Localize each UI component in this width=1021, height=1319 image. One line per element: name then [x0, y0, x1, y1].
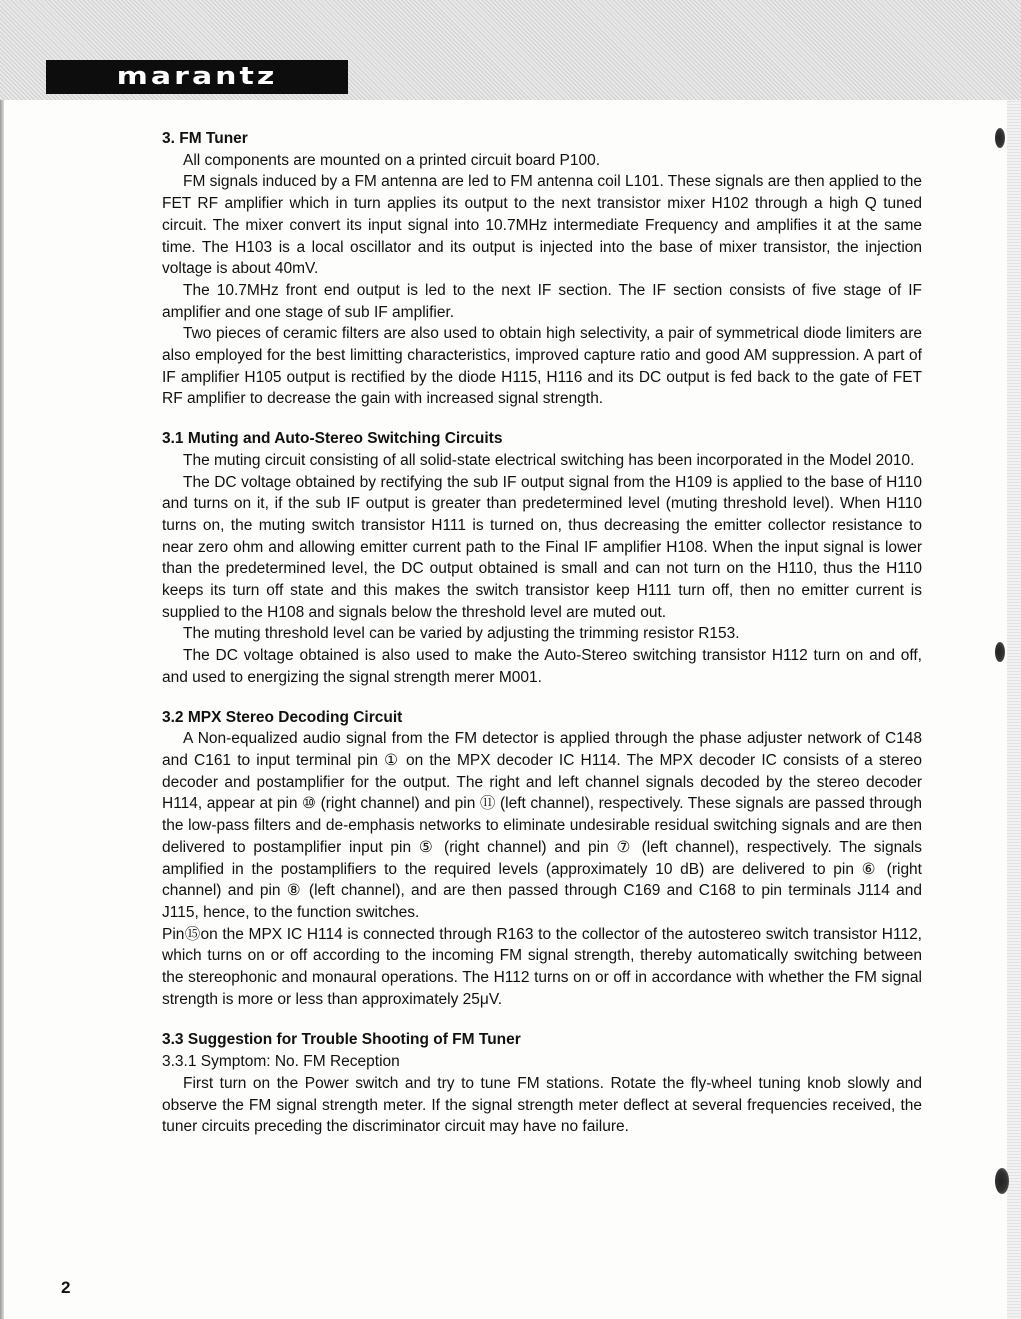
- paragraph: Pin⑮on the MPX IC H114 is connected through R163 to the collector of the autostereo switch transistor H112, which turns on or off according to the incoming FM signal strength, thereby automatically switching between the stereophonic and monaural operations. The H112 turns on or off in accordance with whether the FM signal strength is more or less than approximately 25μV.: [162, 925, 922, 1008]
- paragraph: The DC voltage obtained by rectifying the sub IF output signal from the H109 is applied to the base of H110 and turns on it, if the sub IF output is greater than predetermined level (muting threshold level). When H110 turns on, the muting switch transistor H111 is turned on, thus decreasing the emitter collector resistance to near zero ohm and allowing emitter current path to the Final IF amplifier H108. When the input signal is lower than the predetermined level, the DC output obtained is small and can not turn on the H110, thus the H110 keeps its turn off state and this makes the switch transistor keep H111 turn off, then no emitter current is supplied to the H108 and signals below the threshold level are muted out.: [162, 473, 922, 621]
- paragraph: FM signals induced by a FM antenna are led to FM antenna coil L101. These signals are then applied to the FET RF amplifier which in turn applies its output to the next transistor mixer H102 through a high Q tuned circuit. The mixer convert its input signal into 10.7MHz intermediate Frequency and amplifies it at the same time. The H103 is a local oscillator and its output is injected into the base of mixer transistor, the injection voltage is about 40mV.: [162, 173, 922, 278]
- paragraph: The 10.7MHz front end output is led to the next IF section. The IF section consists of five stage of IF amplifier and one stage of sub IF amplifier.: [162, 281, 922, 321]
- paragraph: Two pieces of ceramic filters are also used to obtain high selectivity, a pair of symmetrical diode limiters are also employed for the best limitting characteristics, improved capture ratio and good AM suppression. A part of IF amplifier H105 output is rectified by the diode H115, H116 and its DC output is fed back to the gate of FET RF amplifier to decrease the gain with increased signal strength.: [162, 325, 922, 408]
- paragraph: First turn on the Power switch and try to tune FM stations. Rotate the fly-wheel tuning knob slowly and observe the FM signal strength meter. If the signal strength meter deflect at several frequencies received, the tuner circuits preceding the discriminator circuit may have no failure.: [162, 1074, 922, 1136]
- section-mpx-stereo-decoding: [162, 707, 922, 1011]
- binder-hole-bottom: [995, 1168, 1009, 1194]
- section-fm-tuner: [162, 128, 922, 410]
- scan-right-edge: [1007, 100, 1021, 1319]
- section-title: 3. FM Tuner: [162, 130, 248, 147]
- brand-logo: [46, 60, 348, 94]
- scan-left-edge: [0, 100, 4, 1319]
- section-muting-auto-stereo: [162, 428, 922, 688]
- paragraph: The DC voltage obtained is also used to make the Auto-Stereo switching transistor H112 turn on and off, and used to energizing the signal strength merer M001.: [162, 647, 922, 686]
- paragraph: A Non-equalized audio signal from the FM detector is applied through the phase adjuster network of C148 and C161 to input terminal pin ① on the MPX decoder IC H114. The MPX decoder IC consists of a stereo decoder and postamplifier for the output. The right and left channel signals decoded by the stereo decoder H114, appear at pin ⑩ (right channel) and pin ⑪ (left channel), respectively. These signals are passed through the low-pass filters and de-emphasis networks to eliminate undesirable residual switching signals and are then delivered to postamplifier input pin ⑤ (right channel) and pin ⑦ (left channel), respectively. The signals amplified in the postamplifiers to the required levels (approximately 10 dB) are delivered to pin ⑥ (right channel) and pin ⑧ (left channel), and are then passed through C169 and C168 to pin terminals J114 and J115, hence, to the function switches.: [162, 730, 922, 921]
- binder-hole-top: [995, 128, 1005, 148]
- paragraph: All components are mounted on a printed circuit board P100.: [183, 151, 601, 169]
- section-title: 3.1 Muting and Auto-Stereo Switching Circuits: [162, 430, 503, 448]
- section-title: 3.2 MPX Stereo Decoding Circuit: [162, 708, 403, 726]
- paragraph: The muting threshold level can be varied by adjusting the trimming resistor R153.: [183, 625, 740, 643]
- section-title: 3.3 Suggestion for Trouble Shooting of FM Tuner: [162, 1031, 521, 1049]
- paragraph: The muting circuit consisting of all solid-state electrical switching has been incorporated in the Model 2010.: [183, 451, 915, 469]
- binder-hole-middle: [995, 642, 1005, 662]
- subsection-title: 3.3.1 Symptom: No. FM Reception: [162, 1053, 400, 1071]
- brand-logo-text: marantz: [116, 62, 278, 91]
- page-number: 2: [61, 1278, 71, 1297]
- document-body: [162, 128, 922, 1138]
- section-trouble-shooting: [162, 1029, 922, 1138]
